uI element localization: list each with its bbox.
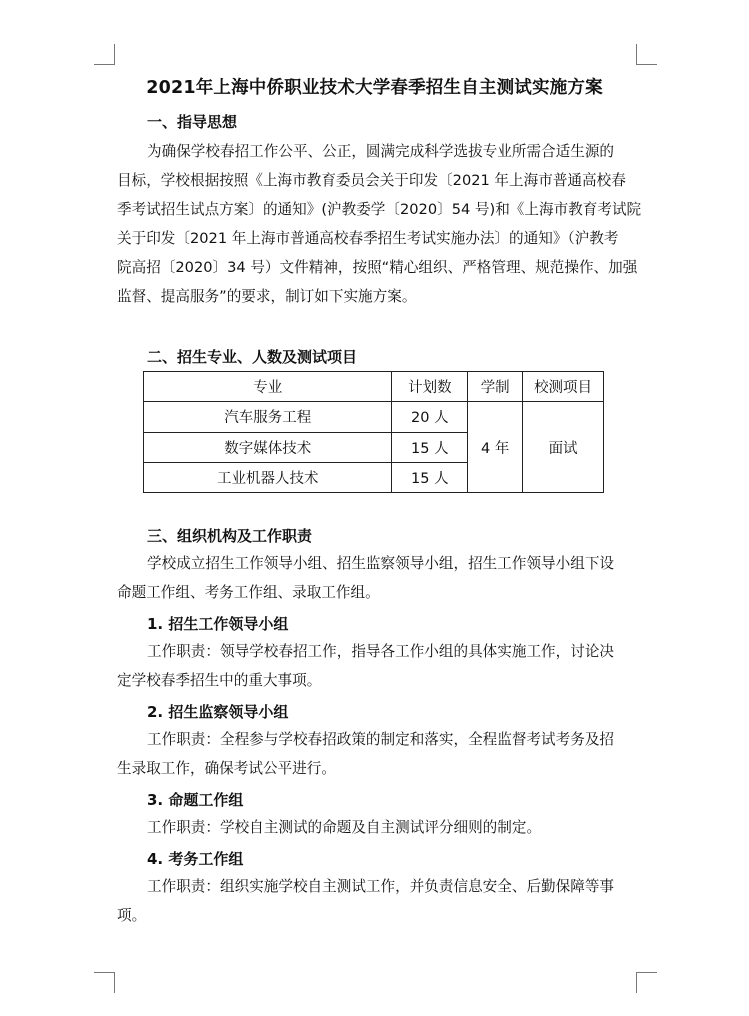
section1-line: 监督、提高服务”的要求，制订如下实施方案。	[117, 288, 417, 305]
corner-mark-top-right	[636, 44, 657, 65]
document-title: 2021年上海中侨职业技术大学春季招生自主测试实施方案	[146, 78, 603, 98]
section1-line: 关于印发〔2021 年上海市普通高校春季招生考试实施办法〕的通知》（沪教考	[117, 230, 619, 247]
group-line: 生录取工作，确保考试公平进行。	[117, 760, 336, 777]
enrollment-table	[143, 371, 604, 493]
section2-heading: 二、招生专业、人数及测试项目	[147, 348, 358, 366]
cell-plan: 15 人	[392, 462, 468, 492]
cell-major: 数字媒体技术	[144, 432, 392, 462]
table-row	[144, 402, 604, 432]
cell-plan: 15 人	[392, 432, 468, 462]
header-major: 专业	[144, 372, 392, 402]
corner-mark-top-left	[94, 44, 115, 65]
section1-line: 院高招〔2020〕34 号）文件精神，按照“精心组织、严格管理、规范操作、加强	[117, 259, 638, 276]
group-line: 工作职责：全程参与学校春招政策的制定和落实，全程监督考试考务及招	[147, 731, 615, 748]
section1-line: 季考试招生试点方案〕的通知》(沪教委学〔2020〕54 号)和《上海市教育考试院	[117, 201, 642, 218]
section1-line: 为确保学校春招工作公平、公正，圆满完成科学选拔专业所需合适生源的	[147, 143, 615, 160]
group-line: 工作职责：组织实施学校自主测试工作，并负责信息安全、后勤保障等事	[147, 878, 615, 895]
table-header-row	[144, 372, 604, 402]
section1-line: 目标，学校根据按照《上海市教育委员会关于印发〔2021 年上海市普通高校春	[117, 172, 626, 189]
cell-duration: 4 年	[468, 402, 523, 493]
header-duration: 学制	[468, 372, 523, 402]
group-line: 定学校春季招生中的重大事项。	[117, 672, 322, 689]
section1-heading: 一、指导思想	[147, 113, 238, 131]
group-heading: 3. 命题工作组	[147, 791, 244, 809]
group-line: 工作职责：学校自主测试的命题及自主测试评分细则的制定。	[147, 819, 542, 836]
cell-test: 面试	[523, 402, 604, 493]
header-plan: 计划数	[392, 372, 468, 402]
group-line: 项。	[117, 907, 147, 924]
section3-intro-line: 命题工作组、考务工作组、录取工作组。	[117, 584, 380, 601]
group-line: 工作职责：领导学校春招工作，指导各工作小组的具体实施工作，讨论决	[147, 643, 615, 660]
header-test: 校测项目	[523, 372, 604, 402]
group-heading: 1. 招生工作领导小组	[147, 615, 289, 633]
group-heading: 4. 考务工作组	[147, 850, 244, 868]
corner-mark-bottom-right	[636, 972, 657, 993]
corner-mark-bottom-left	[94, 972, 115, 993]
cell-plan: 20 人	[392, 402, 468, 432]
section3-intro-line: 学校成立招生工作领导小组、招生监察领导小组，招生工作领导小组下设	[147, 555, 615, 572]
cell-major: 工业机器人技术	[144, 462, 392, 492]
cell-major: 汽车服务工程	[144, 402, 392, 432]
section3-heading: 三、组织机构及工作职责	[147, 527, 313, 545]
group-heading: 2. 招生监察领导小组	[147, 703, 289, 721]
